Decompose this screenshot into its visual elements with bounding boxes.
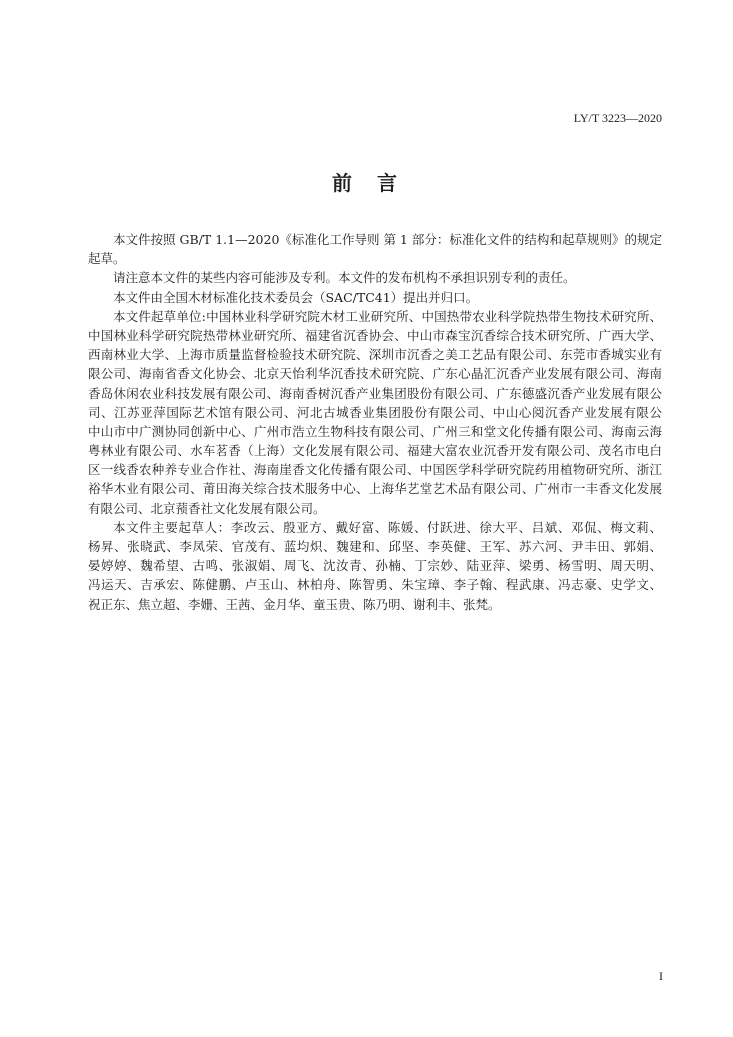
paragraph-proposer: [88, 288, 662, 307]
text-line: 粤林业有限公司、水车茗香（上海）文化发展有限公司、福建大富农业沉香开发有限公司、茂名市电白: [88, 443, 662, 459]
text-line: 祝正东、焦立超、李姗、王茜、金月华、童玉贵、陈乃明、谢利丰、张梵。: [88, 596, 501, 612]
paragraph-drafting-organizations: [88, 307, 662, 518]
text-line: 裕华木业有限公司、莆田海关综合技术服务中心、上海华艺堂艺术品有限公司、广州市一丰香文化发展: [88, 481, 662, 497]
text-line: 本文件由全国木材标准化技术委员会（SAC/TC41）提出并归口。: [113, 289, 479, 305]
page-number: I: [659, 969, 663, 983]
paragraph-drafters: [88, 518, 662, 614]
text-line: 本文件按照 GB/T 1.1—2020《标准化工作导则 第 1 部分：标准化文件的结构和起草规则》的规定: [113, 232, 662, 247]
text-line: 中山市中广测协同创新中心、广州市浩立生物科技有限公司、广州三和堂文化传播有限公司、海南云海: [88, 423, 662, 439]
paragraph-standard-basis: [88, 230, 662, 268]
text-line: 中国林业科学研究院热带林业研究所、福建省沉香协会、中山市森宝沉香综合技术研究所、广西大学、: [88, 327, 662, 343]
text-line: 本文件起草单位:中国林业科学研究院木材工业研究所、中国热带农业科学院热带生物技术研究所、: [113, 308, 662, 324]
text-line: 本文件主要起草人：李改云、殷亚方、戴好富、陈媛、付跃进、徐大平、吕斌、邓侃、梅文莉、: [113, 519, 662, 535]
preface-body: [88, 230, 662, 614]
text-line: 请注意本文件的某些内容可能涉及专利。本文件的发布机构不承担识别专利的责任。: [113, 270, 576, 286]
text-line: 限公司、海南省香文化协会、北京天怡利华沉香技术研究院、广东心晶汇沉香产业发展有限公司、海南: [88, 366, 662, 382]
page-title: 前 言: [332, 171, 401, 195]
text-line: 有限公司、北京蓣香社文化发展有限公司。: [88, 500, 326, 516]
text-line: 杨昇、张晓武、李凤荣、官茂有、蓝均炽、魏建和、邱坚、李英健、王军、苏六河、尹丰田、郭娟、: [88, 539, 662, 554]
text-line: 区一线香农种养专业合作社、海南崖香文化传播有限公司、中国医学科学研究院药用植物研究所、浙江: [88, 462, 662, 478]
text-line: 香岛休闲农业科技发展有限公司、海南香树沉香产业集团股份有限公司、广东德盛沉香产业发展有限公: [88, 385, 662, 401]
paragraph-patent-notice: [88, 268, 662, 287]
standard-code: LY/T 3223—2020: [573, 111, 662, 125]
text-line: 司、江苏亚萍国际艺术馆有限公司、河北古城香业集团股份有限公司、中山心阅沉香产业发展有限公: [88, 404, 662, 420]
text-line: 冯运天、吉承宏、陈健鹏、卢玉山、林柏舟、陈智勇、朱宝璋、李子翰、程武康、冯志豪、史学文、: [88, 577, 662, 593]
text-line: 西南林业大学、上海市质量监督检验技术研究院、深圳市沉香之美工艺品有限公司、东莞市香城实业有: [88, 347, 662, 363]
text-line: 晏婷婷、魏希望、古鸣、张淑娟、周飞、沈汝青、孙楠、丁宗妙、陆亚萍、梁勇、杨雪明、周天明、: [88, 558, 662, 574]
text-line: 起草。: [88, 251, 126, 267]
